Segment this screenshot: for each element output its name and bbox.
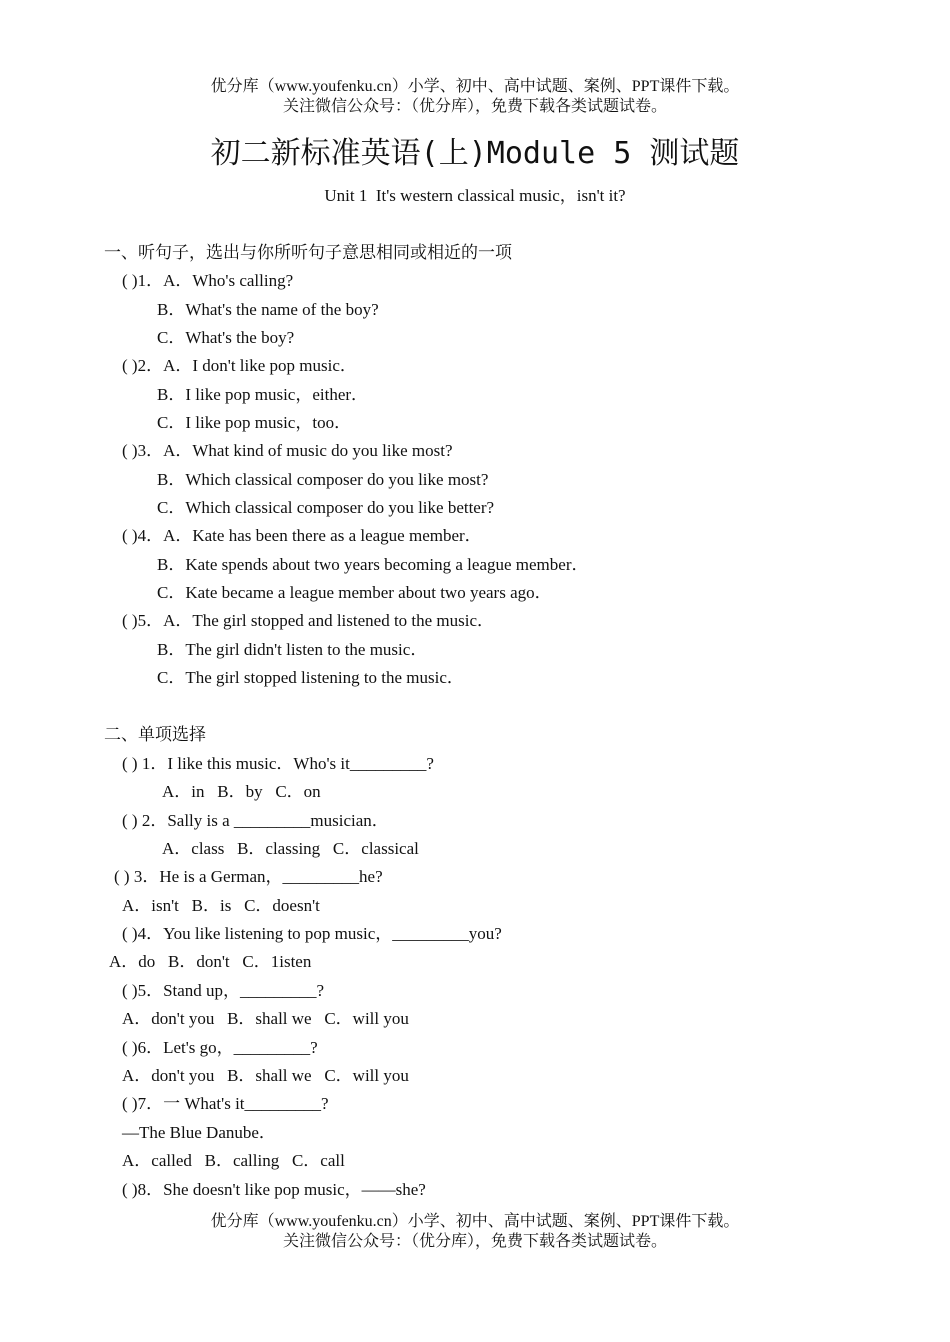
s1-q2-option-a: ( )2．A．I don't like pop music． xyxy=(122,356,357,375)
footer-line-2: 关注微信公众号：（优分库），免费下载各类试题试卷。 xyxy=(282,1233,667,1250)
s2-q8-stem: ( )8．She doesn't like pop music，——she? xyxy=(122,1180,426,1199)
page-title: 初二新标准英语(上)Module 5 测试题 xyxy=(210,136,740,171)
s1-q4-option-c: C．Kate became a league member about two years ago． xyxy=(157,583,552,602)
s1-q5-option-a: ( )5．A．The girl stopped and listened to the music． xyxy=(122,611,495,630)
s1-q4-option-a: ( )4．A．Kate has been there as a league member． xyxy=(122,526,482,545)
s2-q2-stem: ( ) 2．Sally is a _________musician． xyxy=(122,811,389,830)
section1-heading: 一、听句子，选出与你所听句子意思相同或相近的一项 xyxy=(104,243,512,262)
s1-q1-option-a: ( )1．A．Who's calling? xyxy=(122,271,294,290)
s2-q7-answer: —The Blue Danube． xyxy=(122,1123,276,1142)
header-line-2: 关注微信公众号：（优分库），免费下载各类试题试卷。 xyxy=(282,98,667,115)
header-line-1: 优分库（www.youfenku.cn）小学、初中、高中试题、案例、PPT课件下载。 xyxy=(210,78,740,95)
s2-q7-stem: ( )7．一 What's it_________? xyxy=(122,1094,329,1113)
s1-q4-option-b: B．Kate spends about two years becoming a league member． xyxy=(157,555,589,574)
page-subtitle: Unit 1 It's western classical music，isn't it? xyxy=(324,186,626,205)
s2-q1-stem: ( ) 1．I like this music．Who's it_________? xyxy=(122,754,434,773)
s2-q7-options: A．called B．calling C．call xyxy=(122,1151,345,1170)
s1-q1-option-c: C．What's the boy? xyxy=(157,328,295,347)
s2-q4-stem: ( )4．You like listening to pop music，_________you? xyxy=(122,924,502,943)
s1-q3-option-c: C．Which classical composer do you like better? xyxy=(157,498,495,517)
s2-q1-options: A．in B．by C．on xyxy=(162,782,321,801)
s2-q5-options: A．don't you B．shall we C．will you xyxy=(122,1009,409,1028)
s2-q5-stem: ( )5．Stand up，_________? xyxy=(122,981,325,1000)
s1-q1-option-b: B．What's the name of the boy? xyxy=(157,300,379,319)
s1-q3-option-b: B．Which classical composer do you like most? xyxy=(157,470,489,489)
section2-heading: 二、单项选择 xyxy=(104,725,206,744)
s1-q5-option-b: B．The girl didn't listen to the music． xyxy=(157,640,428,659)
s1-q2-option-b: B．I like pop music，either． xyxy=(157,385,369,404)
s2-q2-options: A．class B．classing C．classical xyxy=(162,839,419,858)
s2-q6-stem: ( )6．Let's go，_________? xyxy=(122,1038,318,1057)
s2-q3-stem: ( ) 3．He is a German，_________he? xyxy=(114,867,383,886)
s2-q4-options: A．do B．don't C．1isten xyxy=(109,952,312,971)
s2-q3-options: A．isn't B．is C．doesn't xyxy=(122,896,320,915)
s1-q5-option-c: C．The girl stopped listening to the music． xyxy=(157,668,464,687)
s1-q3-option-a: ( )3．A．What kind of music do you like most? xyxy=(122,441,453,460)
footer-line-1: 优分库（www.youfenku.cn）小学、初中、高中试题、案例、PPT课件下载。 xyxy=(210,1213,740,1230)
s2-q6-options: A．don't you B．shall we C．will you xyxy=(122,1066,409,1085)
s1-q2-option-c: C．I like pop music，too． xyxy=(157,413,352,432)
